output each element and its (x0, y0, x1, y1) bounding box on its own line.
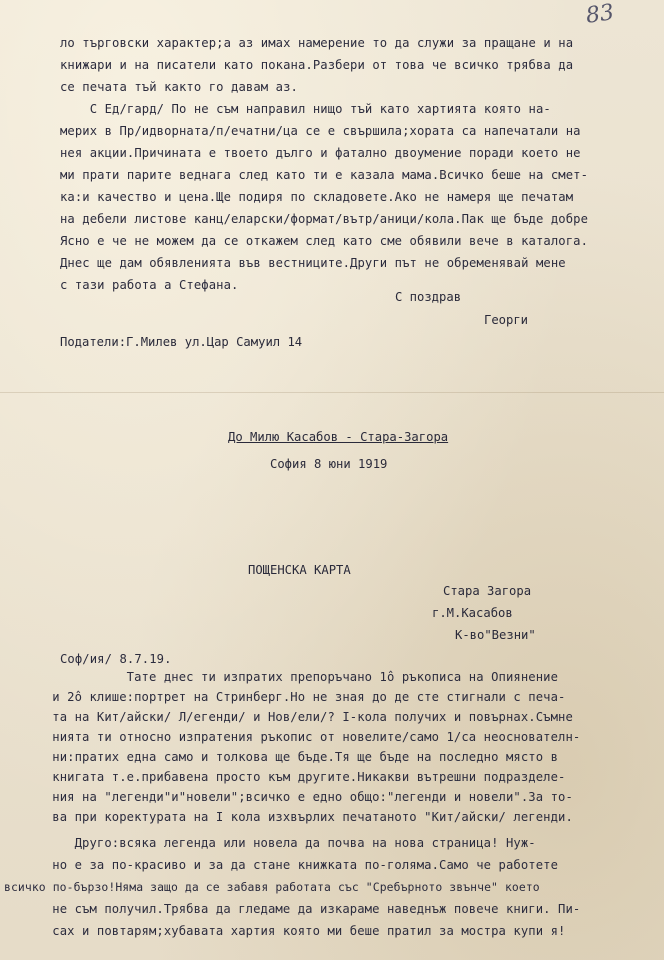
letter-line: се печата тъй както го давам аз. (60, 80, 298, 94)
sender-line: Податели:Г.Милев ул.Цар Самуил 14 (60, 335, 303, 349)
postcard-line: Друго:всяка легенда или новела да почва на нова страница! Нуж- (30, 836, 536, 850)
dateline: София 8 юни 1919 (270, 457, 388, 471)
letter-line: книжари и на писатели като покана.Разбери от това че всичко трябва да (60, 58, 574, 72)
letter-line: ло търговски характер;а аз имах намерение то да служи за пращане и на (60, 36, 574, 50)
postcard-title: ПОЩЕНСКА КАРТА (248, 563, 351, 577)
postcard-line: Тате днес ти изпратих препоръчано 1ô ръкописа на Опиянение (30, 670, 559, 684)
closing: С поздрав (395, 290, 462, 304)
postcard-address-city: Стара Загора (443, 584, 532, 598)
postcard-line: не съм получил.Трябва да гледаме да изкараме наведнъж повече книги. Пи- (30, 902, 581, 916)
page-number: 83 (584, 0, 616, 29)
addressee (228, 430, 448, 444)
fold-line (0, 392, 664, 393)
letter-line: мерих в Пр/идворната/п/ечатни/ца се е свършила;хората са напечатали на (60, 124, 581, 138)
letter-line: с тази работа а Стефана. (60, 278, 239, 292)
postcard-line: книгата т.е.прибавена просто към другите.Никакви вътрешни подразделе- (30, 770, 566, 784)
letter-line: на дебели листове канц/еларски/формат/вътр/аници/кола.Пак ще бъде добре (60, 212, 589, 226)
postcard-line: Соф/ия/ 8.7.19. (60, 652, 172, 666)
postcard-line: но е за по-красиво и за да стане книжката по-голяма.Само че работете (30, 858, 559, 872)
postcard-line: всичко по-бързо!Няма защо да се забавя работата със "Сребърното звънче" което (4, 880, 540, 894)
letter-line: ка:и качество и цена.Ще подиря по складовете.Ако не намеря ще печатам (60, 190, 574, 204)
letter-line: нея акции.Причината е твоето дълго и фатално двоумение поради което не (60, 146, 581, 160)
postcard-line: нията ти относно изпратения ръкопис от новелите/само 1/са неоснователн- (30, 730, 581, 744)
postcard-address-name: г.М.Касабов (432, 606, 513, 620)
letter-line: Ясно е че не можем да се откажем след като сме обявили вече в каталога. (60, 234, 589, 248)
letter-line: С Ед/гард/ По не съм направил нищо тъй като хартията която на- (60, 102, 551, 116)
postcard-line: та на Кит/айски/ Л/егенди/ и Нов/ели/? I-кола получих и повърнах.Съмне (30, 710, 573, 724)
postcard-line: сах и повтарям;хубавата хартия която ми беше пратил за мостра купи я! (30, 924, 566, 938)
letter-line: ми прати парите веднага след като ти е казала мама.Всичко беше на смет- (60, 168, 589, 182)
addressee-text: До Милю Касабов - Стара-Загора (228, 430, 449, 444)
postcard-line: ния на "легенди"и"новели";всичко е едно общо:"легенди и новели".За то- (30, 790, 573, 804)
postcard-line: и 2ô клише:портрет на Стринберг.Но не зная до де сте стигнали с печа- (30, 690, 566, 704)
postcard-line: ни:пратих една само и толкова ще бъде.Тя ще бъде на последно място в (30, 750, 559, 764)
postcard-line: ва при коректурата на I кола изхвърлих печатаното "Кит/айски/ легенди. (30, 810, 573, 824)
signature: Георги (484, 313, 529, 327)
letter-line: Днес ще дам обявленията във вестниците.Други път не обременявай мене (60, 256, 566, 270)
postcard-address-publisher: К-во"Везни" (455, 628, 536, 642)
